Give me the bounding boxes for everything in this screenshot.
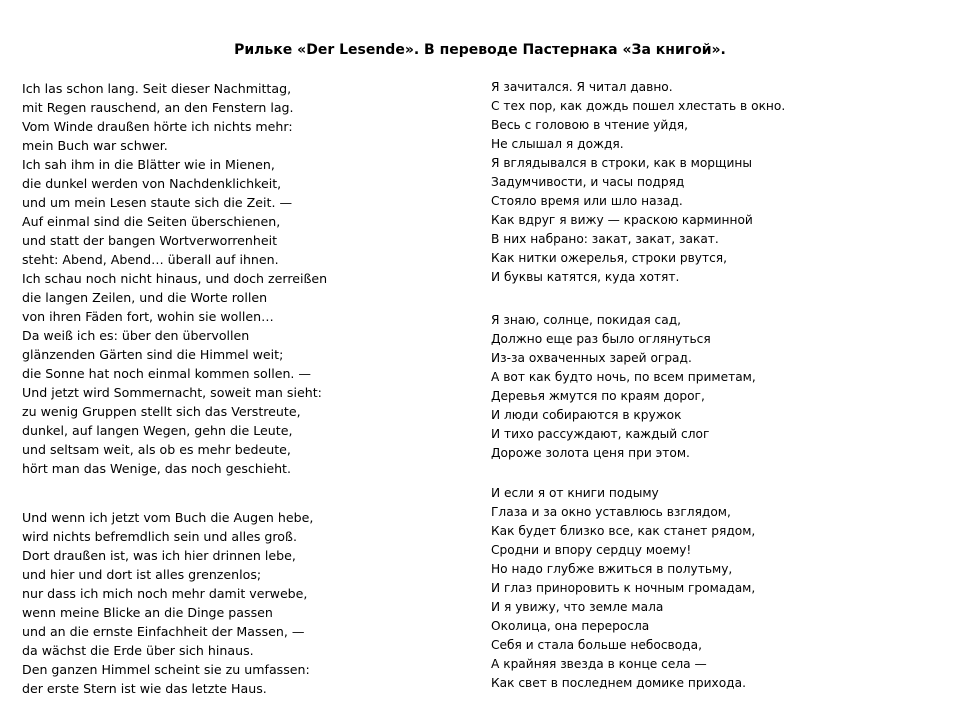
poem-line: Глаза и за окно уставлюсь взглядом, bbox=[491, 505, 731, 519]
poem-line: И тихо рассуждают, каждый слог bbox=[491, 427, 710, 441]
poem-line: Стояло время или шло назад. bbox=[491, 194, 683, 208]
poem-line: И глаз приноровить к ночным громадам, bbox=[491, 581, 756, 595]
original-stanza-2 bbox=[22, 508, 442, 698]
poem-line: mit Regen rauschend, an den Fenstern lag. bbox=[22, 100, 294, 115]
poem-line: Задумчивости, и часы подряд bbox=[491, 175, 685, 189]
poem-line: Ich schau noch nicht hinaus, und doch zerreißen bbox=[22, 271, 328, 286]
poem-line: Und wenn ich jetzt vom Buch die Augen hebe, bbox=[22, 510, 314, 525]
poem-line: Как будет близко все, как станет рядом, bbox=[491, 524, 756, 538]
poem-line: Дороже золота ценя при этом. bbox=[491, 446, 690, 460]
poem-line: В них набрано: закат, закат, закат. bbox=[491, 232, 719, 246]
translation-stanza-1 bbox=[491, 78, 941, 287]
poem-line: С тех пор, как дождь пошел хлестать в окно. bbox=[491, 99, 786, 113]
poem-line: Как вдруг я вижу — краскою карминной bbox=[491, 213, 753, 227]
poem-line: Себя и стала больше небосвода, bbox=[491, 638, 702, 652]
poem-line: Я вглядывался в строки, как в морщины bbox=[491, 156, 753, 170]
poem-line: Da weiß ich es: über den übervollen bbox=[22, 328, 250, 343]
poem-line: steht: Abend, Abend… überall auf ihnen. bbox=[22, 252, 279, 267]
poem-line: nur dass ich mich noch mehr damit verwebe, bbox=[22, 586, 308, 601]
poem-line: wird nichts befremdlich sein und alles groß. bbox=[22, 529, 297, 544]
poem-line: Сродни и впору сердцу моему! bbox=[491, 543, 692, 557]
poem-line: und seltsam weit, als ob es mehr bedeute, bbox=[22, 442, 291, 457]
poem-line: Из-за охваченных зарей оград. bbox=[491, 351, 692, 365]
poem-line: dunkel, auf langen Wegen, gehn die Leute, bbox=[22, 423, 293, 438]
poem-line: glänzenden Gärten sind die Himmel weit; bbox=[22, 347, 284, 362]
poem-line: und an die ernste Einfachheit der Massen, — bbox=[22, 624, 305, 639]
poem-line: Но надо глубже вжиться в полутьму, bbox=[491, 562, 733, 576]
poem-line: И я увижу, что земле мала bbox=[491, 600, 664, 614]
poem-line: Как свет в последнем домике прихода. bbox=[491, 676, 746, 690]
poem-line: Ich las schon lang. Seit dieser Nachmittag, bbox=[22, 81, 292, 96]
poem-line: Und jetzt wird Sommernacht, soweit man sieht: bbox=[22, 385, 322, 400]
poem-line: Vom Winde draußen hörte ich nichts mehr: bbox=[22, 119, 293, 134]
poem-line: von ihren Fäden fort, wohin sie wollen… bbox=[22, 309, 274, 324]
poem-line: und statt der bangen Wortverworrenheit bbox=[22, 233, 278, 248]
poem-line: und hier und dort ist alles grenzenlos; bbox=[22, 567, 262, 582]
poem-line: А крайняя звезда в конце села — bbox=[491, 657, 707, 671]
poem-line: И буквы катятся, куда хотят. bbox=[491, 270, 680, 284]
poem-line: hört man das Wenige, das noch geschieht. bbox=[22, 461, 291, 476]
poem-line: mein Buch war schwer. bbox=[22, 138, 168, 153]
poem-line: die langen Zeilen, und die Worte rollen bbox=[22, 290, 268, 305]
translation-stanza-2 bbox=[491, 311, 941, 463]
page-title: Рильке «Der Lesende». В переводе Пастернака «За книгой». bbox=[234, 42, 726, 58]
poem-line: Ich sah ihm in die Blätter wie in Mienen, bbox=[22, 157, 275, 172]
poem-line: der erste Stern ist wie das letzte Haus. bbox=[22, 681, 267, 696]
poem-line: Den ganzen Himmel scheint sie zu umfassen: bbox=[22, 662, 310, 677]
poem-line: Околица, она переросла bbox=[491, 619, 650, 633]
poem-line: Деревья жмутся по краям дорог, bbox=[491, 389, 705, 403]
poem-line: die dunkel werden von Nachdenklichkeit, bbox=[22, 176, 282, 191]
poem-line: Я зачитался. Я читал давно. bbox=[491, 80, 673, 94]
poem-line: И люди собираются в кружок bbox=[491, 408, 682, 422]
poem-line: zu wenig Gruppen stellt sich das Verstreute, bbox=[22, 404, 301, 419]
poem-line: Dort draußen ist, was ich hier drinnen lebe, bbox=[22, 548, 296, 563]
poem-line: da wächst die Erde über sich hinaus. bbox=[22, 643, 254, 658]
poem-line: die Sonne hat noch einmal kommen sollen. — bbox=[22, 366, 312, 381]
poem-line: wenn meine Blicke an die Dinge passen bbox=[22, 605, 273, 620]
poem-line: Я знаю, солнце, покидая сад, bbox=[491, 313, 682, 327]
original-stanza-1 bbox=[22, 79, 442, 478]
poem-line: Весь с головою в чтение уйдя, bbox=[491, 118, 688, 132]
translation-stanza-3 bbox=[491, 484, 941, 693]
poem-line: Должно еще раз было оглянуться bbox=[491, 332, 711, 346]
poem-line: И если я от книги подыму bbox=[491, 486, 659, 500]
poem-line: Не слышал я дождя. bbox=[491, 137, 624, 151]
poem-line: Как нитки ожерелья, строки рвутся, bbox=[491, 251, 728, 265]
poem-line: А вот как будто ночь, по всем приметам, bbox=[491, 370, 756, 384]
poem-line: und um mein Lesen staute sich die Zeit. — bbox=[22, 195, 293, 210]
poem-line: Auf einmal sind die Seiten überschienen, bbox=[22, 214, 281, 229]
